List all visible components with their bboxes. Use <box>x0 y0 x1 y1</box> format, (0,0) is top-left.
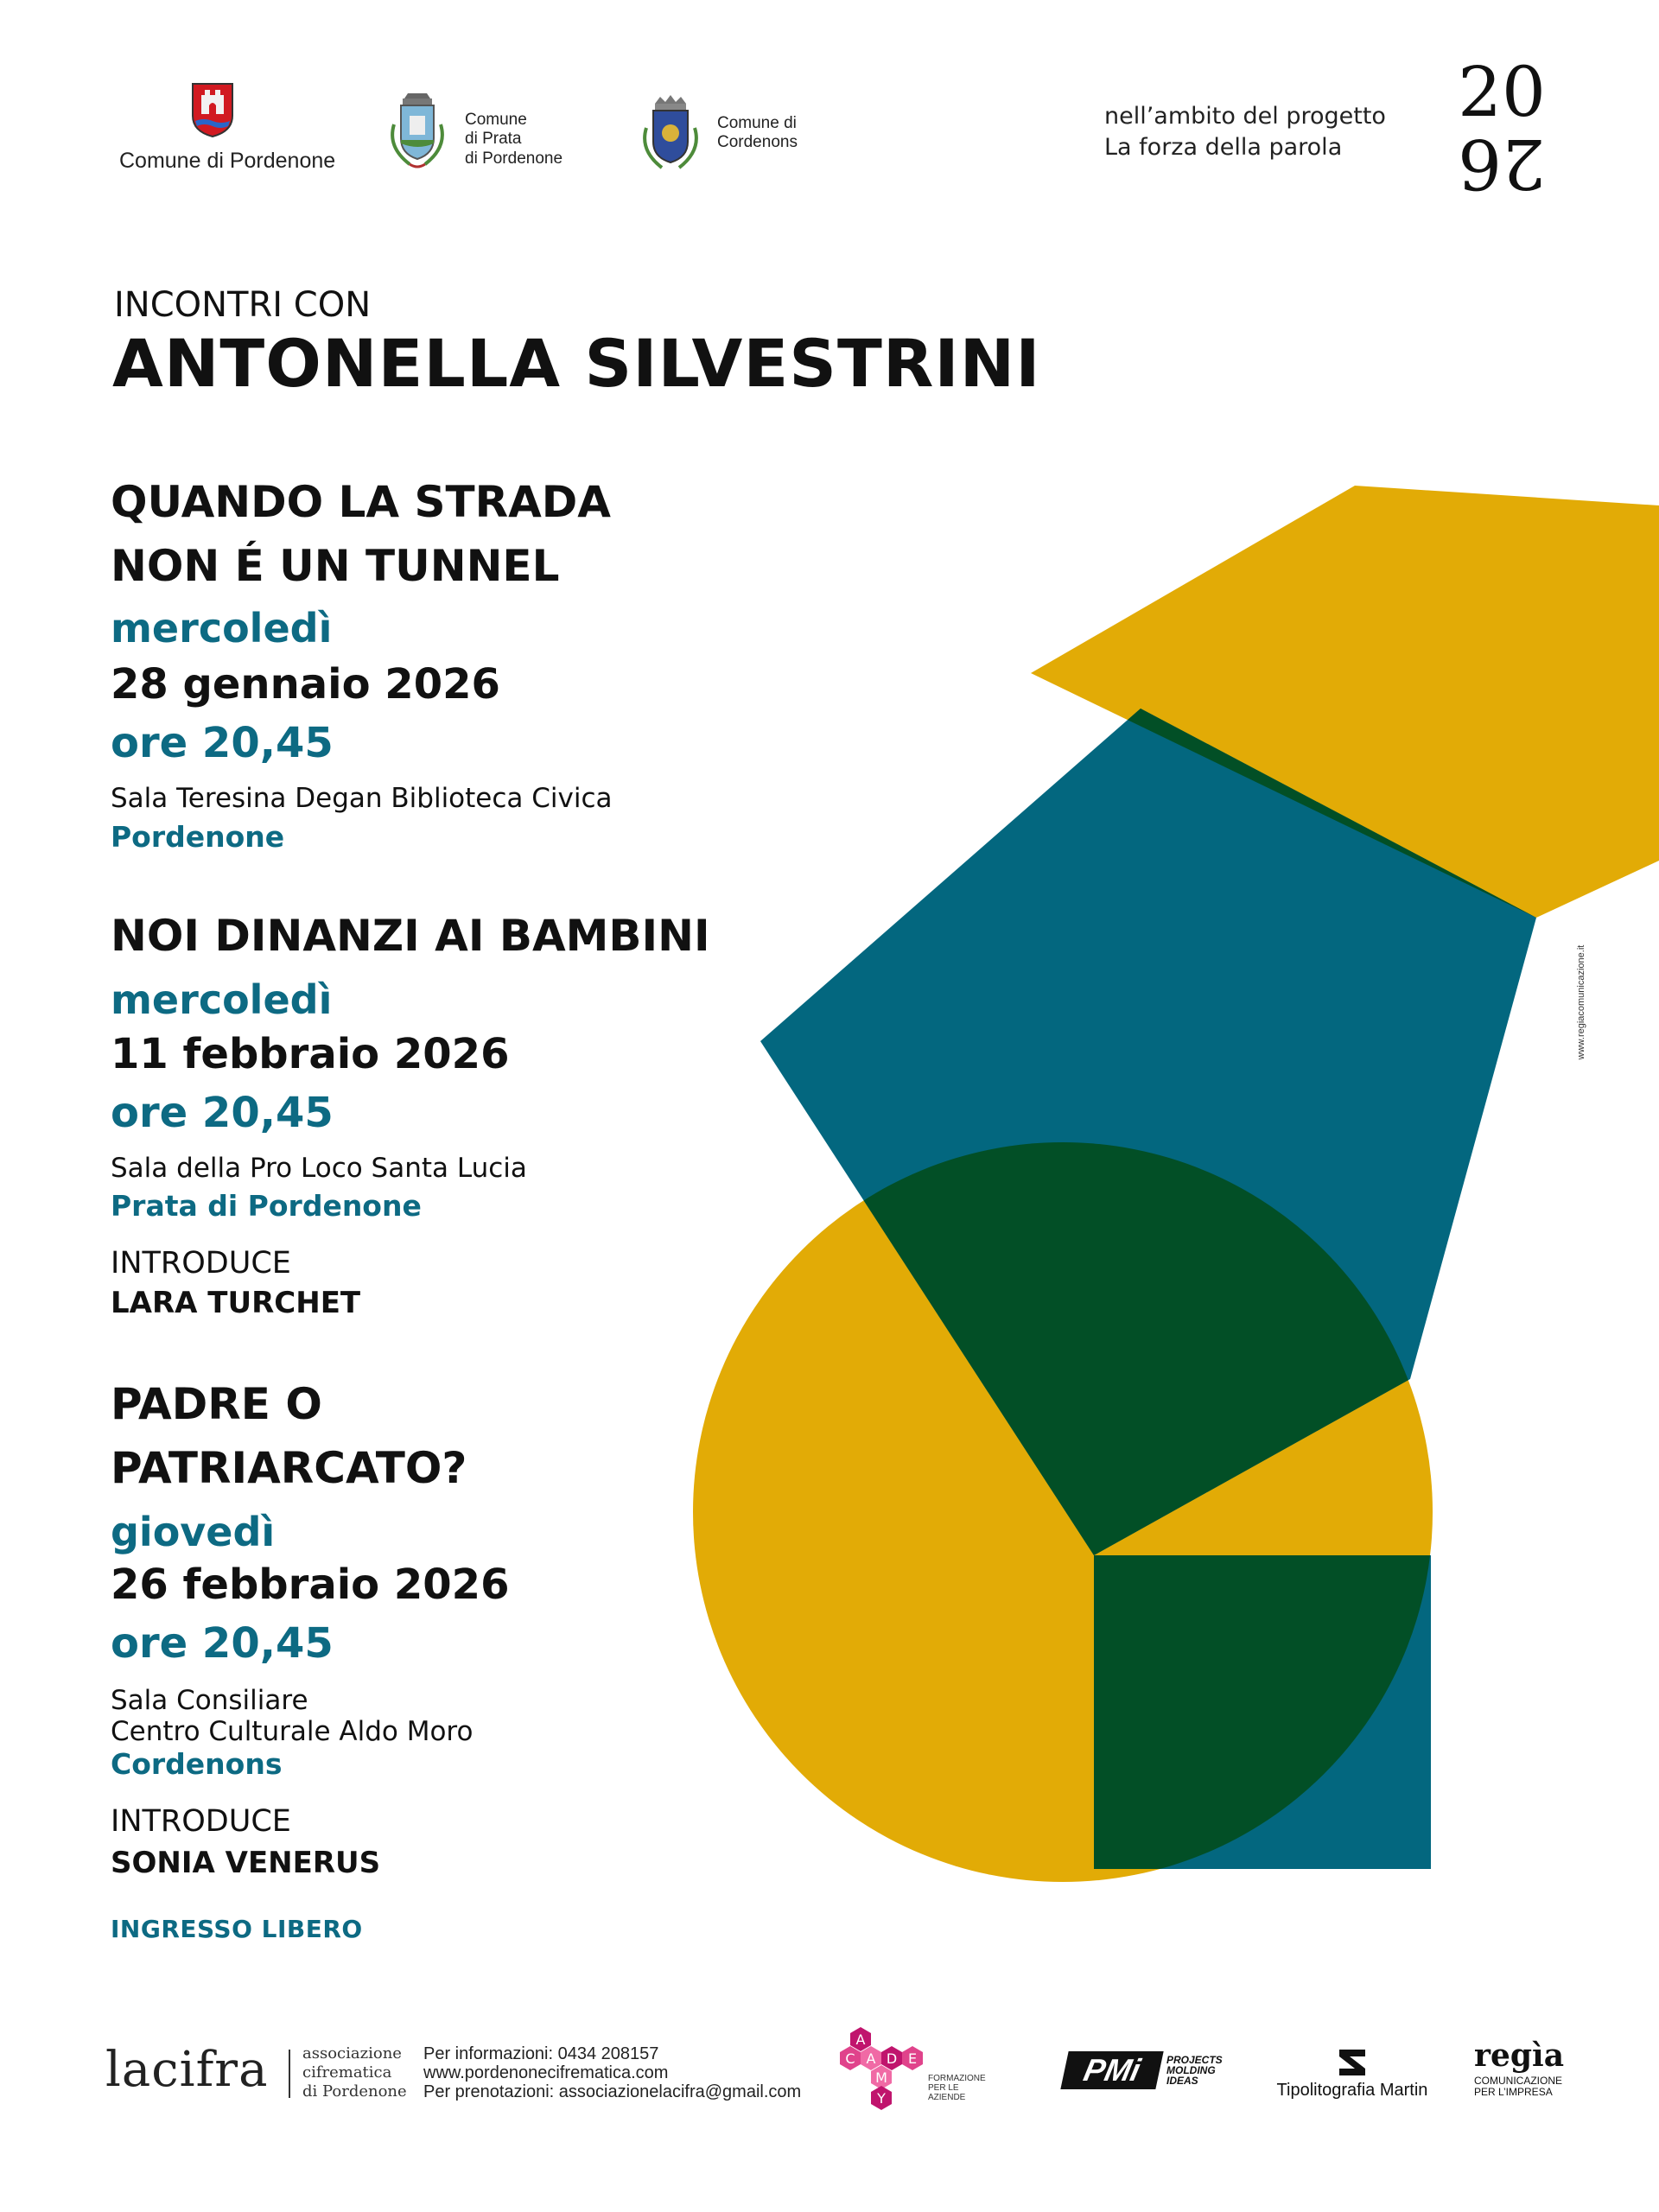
contact-website[interactable]: www.pordenonecifrematica.com <box>423 2063 669 2082</box>
kicker: INCONTRI CON <box>114 285 372 325</box>
prata-logo <box>384 90 591 176</box>
academy-letter: C <box>845 2050 855 2067</box>
lacifra-wordmark: lacifra <box>105 2042 269 2098</box>
academy-letter: A <box>866 2050 876 2067</box>
lacifra-divider <box>289 2050 290 2098</box>
event-title-line: PADRE O <box>111 1379 322 1429</box>
cordenons-logo <box>638 93 836 180</box>
prata-label <box>465 111 563 168</box>
event-day: mercoledì <box>111 605 333 652</box>
event-city: Prata di Pordenone <box>111 1189 422 1223</box>
intro-name: SONIA VENERUS <box>111 1846 381 1880</box>
year-bottom: 26 <box>1458 124 1546 204</box>
martin-label: Tipolitografia Martin <box>1276 2081 1428 2100</box>
academy-tagline-line: AZIENDE <box>928 2093 966 2102</box>
lacifra-line: di Pordenone <box>302 2082 407 2101</box>
lacifra-subtitle <box>302 2044 407 2101</box>
prata-label-line: di Prata <box>465 130 522 149</box>
academy-letter: E <box>907 2050 918 2067</box>
contact-email[interactable]: Per prenotazioni: associazionelacifra@gmail.com <box>423 2082 802 2101</box>
academy-letter: A <box>855 2031 866 2048</box>
event-3 <box>111 1372 467 1500</box>
martin-mark-icon <box>1338 2048 1367 2077</box>
project-note <box>1104 101 1386 163</box>
academy-letter: Y <box>877 2090 886 2107</box>
academy-logo <box>835 2025 1007 2112</box>
event-time: ore 20,45 <box>111 1619 334 1668</box>
event-title-line: NOI DINANZI AI BAMBINI <box>111 911 710 961</box>
prata-crest-icon <box>384 90 451 175</box>
event-date: 26 febbraio 2026 <box>111 1560 510 1609</box>
regia-wordmark: regìa <box>1474 2037 1565 2074</box>
event-venue-line: Centro Culturale Aldo Moro <box>111 1716 474 1747</box>
pordenone-logo <box>119 81 336 176</box>
prata-label-line: di Pordenone <box>465 149 563 168</box>
lacifra-line: cifrematica <box>302 2063 392 2082</box>
intro-label: INTRODUCE <box>111 1804 291 1839</box>
admission-note: INGRESSO LIBERO <box>111 1915 363 1943</box>
event-city: Pordenone <box>111 820 285 854</box>
event-venue-line: Sala Consiliare <box>111 1685 308 1716</box>
event-title-line: PATRIARCATO? <box>111 1443 467 1493</box>
pmi-logo <box>1065 2051 1255 2094</box>
event-1 <box>111 470 611 598</box>
event-city: Cordenons <box>111 1747 283 1781</box>
contact-phone: Per informazioni: 0434 208157 <box>423 2044 659 2063</box>
intro-label: INTRODUCE <box>111 1246 291 1281</box>
cordenons-label <box>717 114 798 153</box>
cordenons-label-line: Cordenons <box>717 133 798 152</box>
lacifra-logo <box>105 2043 408 2112</box>
academy-tagline-line: PER LE <box>928 2083 959 2093</box>
contact-info <box>423 2044 801 2101</box>
project-line: La forza della parola <box>1104 134 1343 161</box>
event-title-line: QUANDO LA STRADA <box>111 477 612 527</box>
pmi-tagline <box>1166 2055 1223 2086</box>
event-day: mercoledì <box>111 976 333 1023</box>
regia-tagline-line: COMUNICAZIONE <box>1474 2075 1562 2087</box>
academy-tagline-line: FORMAZIONE <box>928 2074 986 2083</box>
academy-letter: M <box>875 2069 887 2086</box>
speaker-name: ANTONELLA SILVESTRINI <box>112 325 1041 402</box>
pmi-mark: PMi <box>1060 2051 1163 2089</box>
side-credit-text: www.regiacomunicazione.it <box>1576 944 1586 1060</box>
regia-logo <box>1474 2039 1578 2108</box>
pmi-tagline-line: IDEAS <box>1166 2075 1198 2087</box>
event-title-line: NON É UN TUNNEL <box>111 541 560 591</box>
regia-tagline <box>1474 2075 1578 2098</box>
event-venue: Sala Teresina Degan Biblioteca Civica <box>111 783 613 814</box>
year-top: 20 <box>1458 52 1546 132</box>
pmi-tagline-line: PROJECTS <box>1166 2054 1223 2066</box>
event-venue: Sala della Pro Loco Santa Lucia <box>111 1153 527 1184</box>
event-time: ore 20,45 <box>111 719 334 767</box>
academy-tagline <box>928 2074 986 2102</box>
event-time: ore 20,45 <box>111 1089 334 1137</box>
project-line: nell’ambito del progetto <box>1104 103 1386 130</box>
prata-label-line: Comune <box>465 111 527 129</box>
event-date: 11 febbraio 2026 <box>111 1030 510 1078</box>
regia-tagline-line: PER L’IMPRESA <box>1474 2086 1553 2098</box>
pordenone-crest-icon <box>190 81 235 138</box>
martin-logo <box>1270 2048 1434 2108</box>
intro-name: LARA TURCHET <box>111 1286 361 1320</box>
year-mark <box>1453 52 1550 204</box>
cordenons-label-line: Comune di <box>717 114 797 132</box>
lacifra-line: associazione <box>302 2044 402 2063</box>
academy-letter: D <box>886 2050 898 2067</box>
pordenone-label: Comune di Pordenone <box>119 149 336 173</box>
event-date: 28 gennaio 2026 <box>111 660 500 709</box>
pmi-tagline-line: MOLDING <box>1166 2064 1216 2076</box>
event-day: giovedì <box>111 1509 276 1555</box>
cordenons-crest-icon <box>638 93 703 176</box>
event-venue <box>111 1685 473 1747</box>
